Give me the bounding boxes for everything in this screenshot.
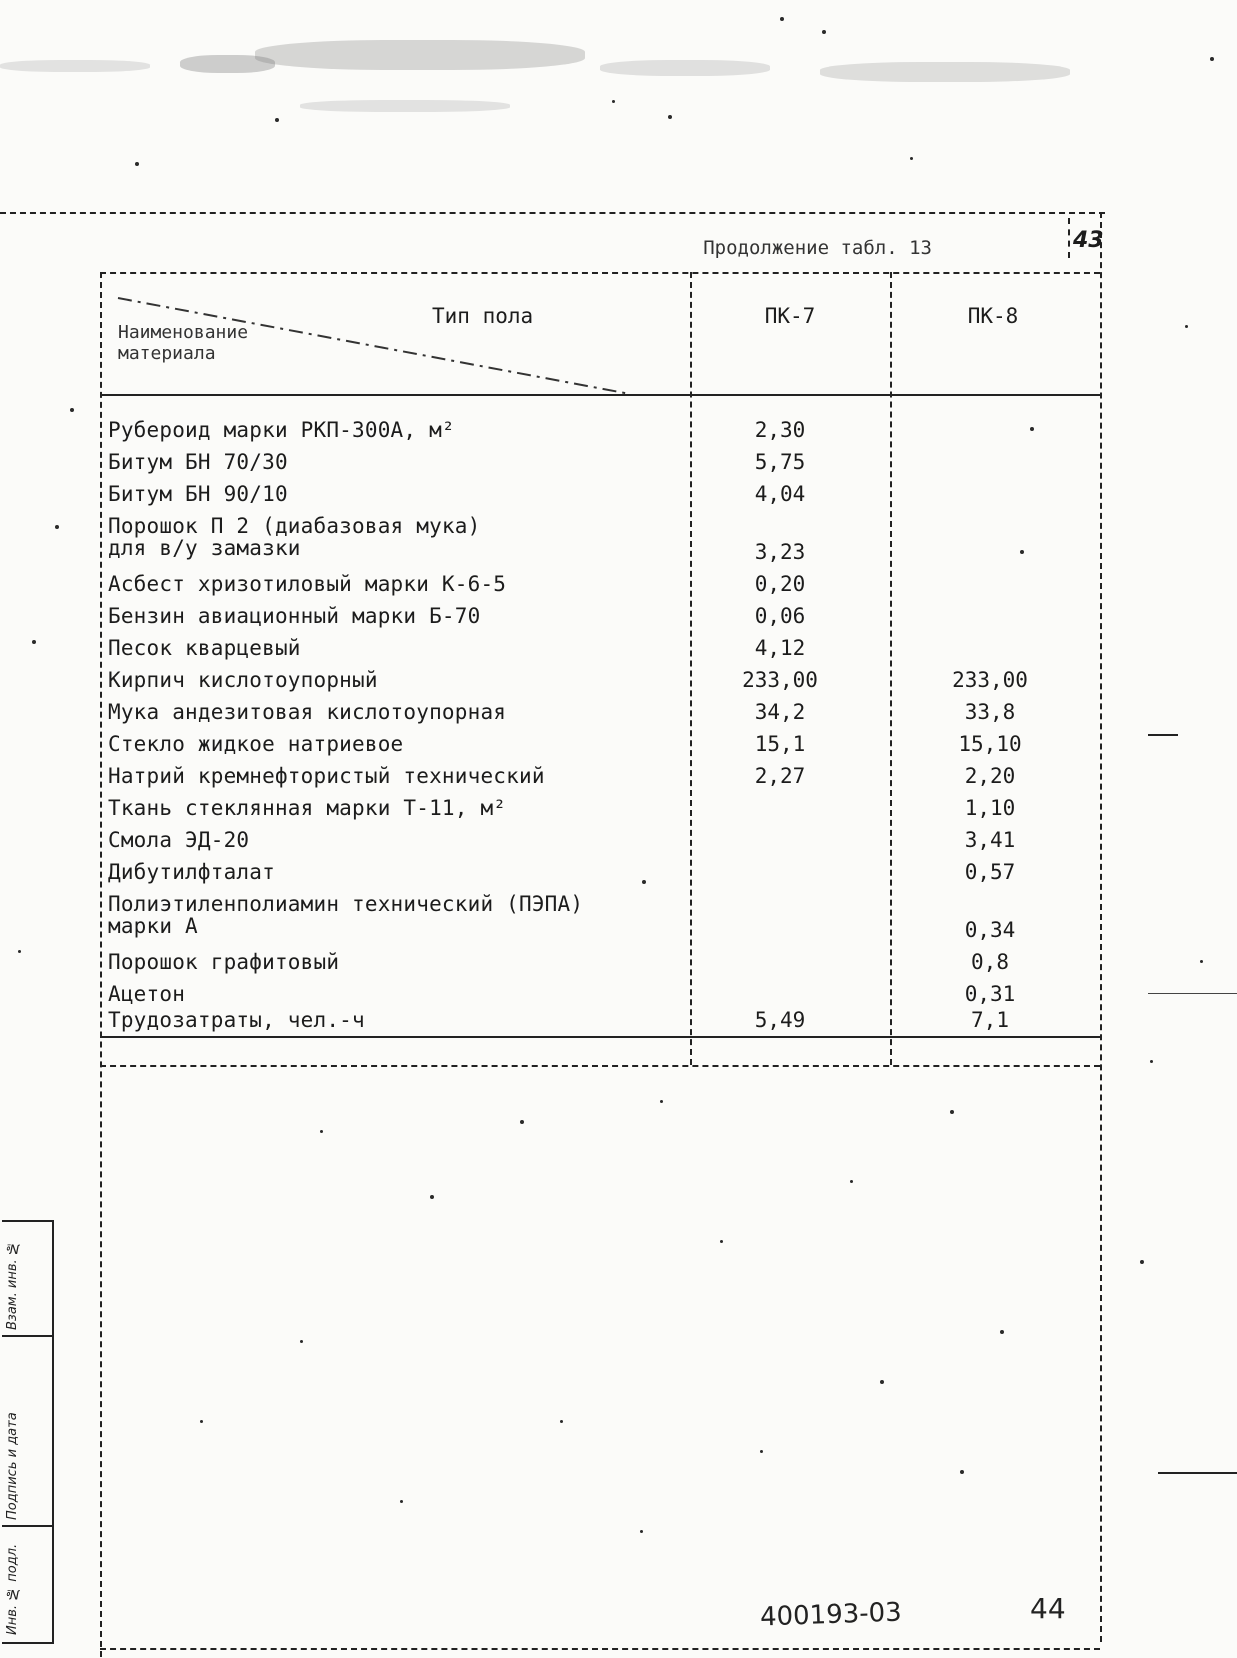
row-name: Рубероид марки РКП-300А, м²: [108, 418, 455, 442]
row-name: Кирпич кислотоупорный: [108, 668, 378, 692]
total-name: Трудозатраты, чел.-ч: [108, 1008, 365, 1032]
row-name: Асбест хризотиловый марки К-6-5: [108, 572, 507, 596]
header-rule: [100, 394, 1100, 396]
row-value-2: 2,20: [964, 764, 1016, 788]
row-name: Порошок графитовый: [108, 950, 340, 974]
stamp-label: Инв. № подл.: [5, 1543, 20, 1635]
row-value-1: 233,00: [742, 668, 818, 692]
stamp-divider: [2, 1525, 52, 1527]
row-name: Ткань стеклянная марки Т-11, м²: [108, 796, 507, 820]
total-rule: [100, 1036, 1100, 1038]
row-name-continued: для в/у замазки: [108, 536, 301, 560]
row-name: Порошок П 2 (диабазовая мука): [108, 514, 481, 538]
row-name: Дибутилфталат: [108, 860, 275, 884]
row-value-2: 1,10: [964, 796, 1016, 820]
row-value-2: 0,8: [971, 950, 1009, 974]
row-value-1: 3,23: [754, 540, 806, 564]
column-divider-1: [690, 272, 692, 1065]
row-value-1: 4,04: [754, 482, 806, 506]
row-name: Битум БН 70/30: [108, 450, 288, 474]
row-name: Песок кварцевый: [108, 636, 301, 660]
corner-header-type: Тип пола: [432, 304, 534, 328]
row-name: Полиэтиленполиамин технический (ПЭПА): [108, 892, 584, 916]
row-value-1: 2,30: [754, 418, 806, 442]
row-name: Смола ЭД-20: [108, 828, 250, 852]
row-value-2: 15,10: [958, 732, 1022, 756]
row-value-2: 233,00: [952, 668, 1028, 692]
page-number: 44: [1030, 1592, 1066, 1625]
row-name: Натрий кремнефтористый технический: [108, 764, 545, 788]
sheet-number: 43: [1073, 228, 1104, 253]
stamp-label: Взам. инв. №: [5, 1240, 20, 1330]
row-value-2: 0,34: [964, 918, 1016, 942]
continuation-label: Продолжение табл. 13: [703, 237, 932, 259]
row-value-2: 0,31: [964, 982, 1016, 1006]
row-value-1: 5,75: [754, 450, 806, 474]
document-code: 400193-03: [759, 1597, 903, 1633]
stamp-divider: [2, 1335, 52, 1337]
row-value-1: 34,2: [754, 700, 806, 724]
table-bottom-border: [100, 1065, 1100, 1067]
row-value-1: 15,1: [754, 732, 806, 756]
total-value-1: 5,49: [754, 1008, 806, 1032]
row-value-2: 0,57: [964, 860, 1016, 884]
sheet-number-divider: [1068, 218, 1070, 258]
corner-header-name: Наименование материала: [118, 322, 249, 364]
row-value-1: 0,06: [754, 604, 806, 628]
column-header-2: ПК-8: [967, 304, 1019, 328]
column-divider-2: [890, 272, 892, 1065]
row-name: Битум БН 90/10: [108, 482, 288, 506]
row-name-continued: марки А: [108, 914, 198, 938]
stamp-label: Подпись и дата: [5, 1412, 20, 1520]
row-name: Мука андезитовая кислотоупорная: [108, 700, 507, 724]
row-name: Стекло жидкое натриевое: [108, 732, 404, 756]
column-header-1: ПК-7: [764, 304, 816, 328]
row-value-1: 0,20: [754, 572, 806, 596]
row-name: Бензин авиационный марки Б-70: [108, 604, 481, 628]
row-value-1: 4,12: [754, 636, 806, 660]
total-value-2: 7,1: [971, 1008, 1009, 1032]
row-value-2: 3,41: [964, 828, 1016, 852]
row-name: Ацетон: [108, 982, 186, 1006]
row-value-1: 2,27: [754, 764, 806, 788]
row-value-2: 33,8: [964, 700, 1016, 724]
